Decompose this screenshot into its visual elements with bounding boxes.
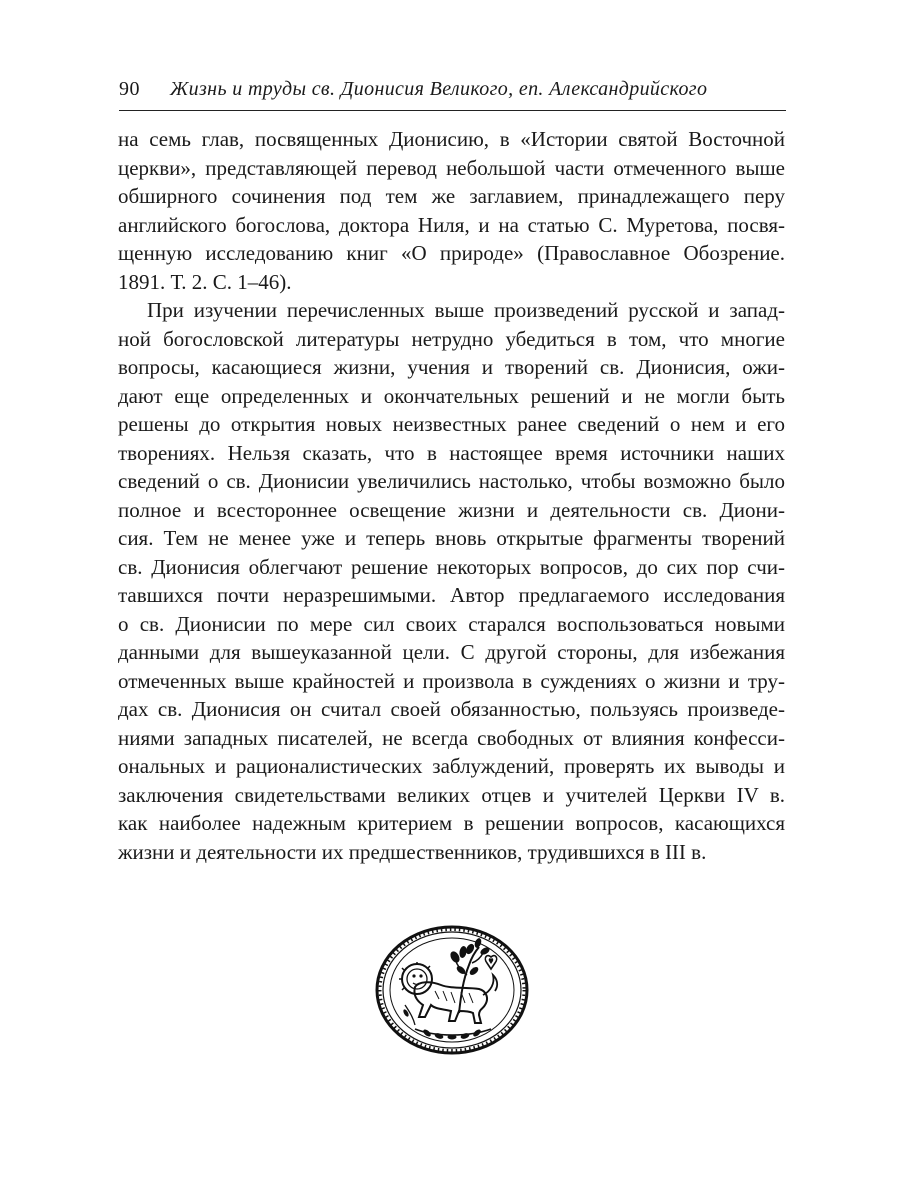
text-line: заключения свидетельствами великих отцев и учителей Церкви IV в.	[118, 782, 785, 807]
text-line: английского богослова, доктора Ниля, и на статью С. Муретова, посвя-	[118, 212, 785, 237]
text-line: дах св. Дионисия он считал своей обязанностью, пользуясь произведе-	[118, 697, 785, 721]
text-line: вопросы, касающиеся жизни, учения и творений св. Дионисия, ожи-	[118, 355, 785, 379]
paragraph-2	[118, 296, 785, 866]
text-line: отмеченных выше крайностей и произвола в суждениях о жизни и тру-	[118, 668, 785, 693]
running-title: Жизнь и труды св. Дионисия Великого, еп. Александрийского	[170, 78, 708, 100]
text-line: ниями западных писателей, не всегда свободных от влияния конфесси-	[118, 725, 785, 750]
text-line: решены до открытия новых неизвестных ранее сведений о нем и его	[118, 412, 785, 436]
running-header	[119, 74, 786, 111]
text-line: церкви», представляющей перевод небольшой части отмеченного выше	[118, 155, 785, 180]
text-line: обширного сочинения под тем же заглавием, принадлежащего перу	[118, 184, 785, 208]
text-line: творениях. Нельзя сказать, что в настоящее время источники наших	[118, 440, 785, 465]
text-line: ной богословской литературы нетрудно убедиться в том, что многие	[118, 326, 785, 351]
text-line: щенную исследованию книг «О природе» (Православное Обозрение.	[118, 241, 785, 265]
text-line: о св. Дионисии по мере сил своих старался воспользоваться новыми	[118, 611, 785, 636]
text-line: на семь глав, посвященных Дионисию, в «Истории святой Восточной	[118, 127, 785, 151]
text-line: дают еще определенных и окончательных решений и не могли быть	[118, 383, 785, 408]
body-text	[118, 125, 785, 866]
text-line: 1891. Т. 2. С. 1–46).	[118, 269, 292, 294]
text-line: сия. Тем не менее уже и теперь вновь открытые фрагменты творений	[118, 526, 785, 550]
page-number: 90	[119, 78, 140, 100]
text-line: полное и всестороннее освещение жизни и деятельности св. Диони-	[118, 497, 785, 522]
paragraph-1	[118, 125, 785, 296]
text-line: данными для вышеуказанной цели. С другой стороны, для избежания	[118, 640, 785, 664]
lion-seal-icon	[375, 925, 529, 1055]
text-line: как наиболее надежным критерием в решении вопросов, касающихся	[118, 811, 785, 835]
text-line: ональных и рационалистических заблуждений, проверять их выводы и	[118, 754, 785, 778]
text-line: св. Дионисия облегчают решение некоторых вопросов, до сих пор счи-	[118, 554, 785, 579]
text-line: тавшихся почти неразрешимыми. Автор предлагаемого исследования	[118, 583, 785, 607]
text-line: жизни и деятельности их предшественников, трудившихся в III в.	[118, 839, 707, 864]
text-line: При изучении перечисленных выше произведений русской и запад-	[147, 298, 785, 322]
text-line: сведений о св. Дионисии увеличились настолько, чтобы возможно было	[118, 469, 785, 493]
